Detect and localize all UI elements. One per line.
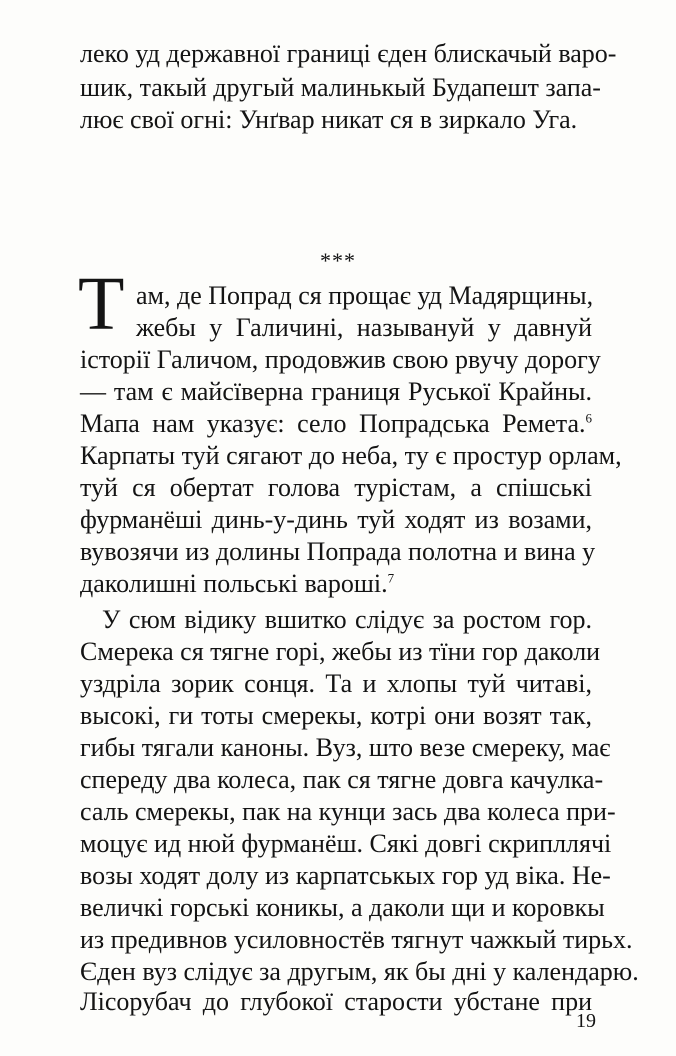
- text-line: шик, такый другый малинькый Будапешт запа-: [80, 73, 601, 102]
- text-line: Лісорубач до глубокої старости убстане при: [80, 987, 592, 1016]
- text-line: [80, 568, 592, 600]
- text-line: леко уд державної границі єден блискачый варо-: [80, 39, 617, 68]
- text-line: уздріла зорик сонця. Та и хлопы туй читаві,: [80, 669, 592, 698]
- text-line: фурманёші динь-у-динь туй ходят из возами,: [80, 505, 592, 534]
- page-number: 19: [576, 1010, 596, 1032]
- text-line: — там є майсїверна границя Руської Крайны.: [80, 377, 592, 406]
- text-line: вувозячи из долины Попрада полотна и вина у: [80, 537, 596, 566]
- section-separator: ***: [320, 248, 356, 273]
- drop-cap: Т: [78, 262, 125, 346]
- text-line: [80, 408, 592, 440]
- text-line: возы ходят долу из карпатськых гор уд віка. Не-: [80, 861, 611, 890]
- text-line: туй ся обертат голова турістам, а спішські: [80, 473, 592, 502]
- text-line: Карпаты туй сягают до неба, ту є простур орлам,: [80, 441, 622, 470]
- text-line: высокі, ги тоты смерекы, котрі они возят так,: [80, 701, 592, 730]
- text-line: У сюм відику вшитко слідує за ростом гор.: [102, 605, 592, 634]
- text-line: ам, де Попрад ся прощає уд Мадярщины,: [136, 281, 594, 310]
- text-line: лює свої огні: Унґвар никат ся в зиркало Уга.: [80, 105, 578, 134]
- text-line: из предивнов усиловностёв тягнут чажкый тирьх.: [80, 925, 633, 954]
- text-line: Єден вуз слідує за другым, як бы дні у календарю.: [80, 957, 639, 986]
- text-span: даколишні польські вароші.: [80, 569, 388, 598]
- text-line: моцує ид нюй фурманёш. Сякі довгі скрипллячі: [80, 829, 612, 858]
- text-line: гибы тягали каноны. Вуз, што везе смереку, має: [80, 733, 611, 762]
- footnote-ref: 6: [585, 410, 592, 426]
- footnote-ref: 7: [387, 570, 395, 586]
- text-line: саль смерекы, пак на кунци зась два колеса при-: [80, 797, 616, 826]
- text-line: Смерека ся тягне горі, жебы из тїни гор даколи: [80, 637, 601, 666]
- text-span: Мапа нам указує: село Попрадська Ремета.: [80, 409, 586, 438]
- text-line: величкі горські коникы, а даколи щи и коровкы: [80, 893, 605, 922]
- text-line: спереду два колеса, пак ся тягне довга качулка-: [80, 765, 604, 794]
- text-line: жебы у Галичині, назывануй у давнуй: [136, 313, 592, 342]
- text-line: історії Галичом, продовжив свою рвучу дорогу: [80, 345, 601, 374]
